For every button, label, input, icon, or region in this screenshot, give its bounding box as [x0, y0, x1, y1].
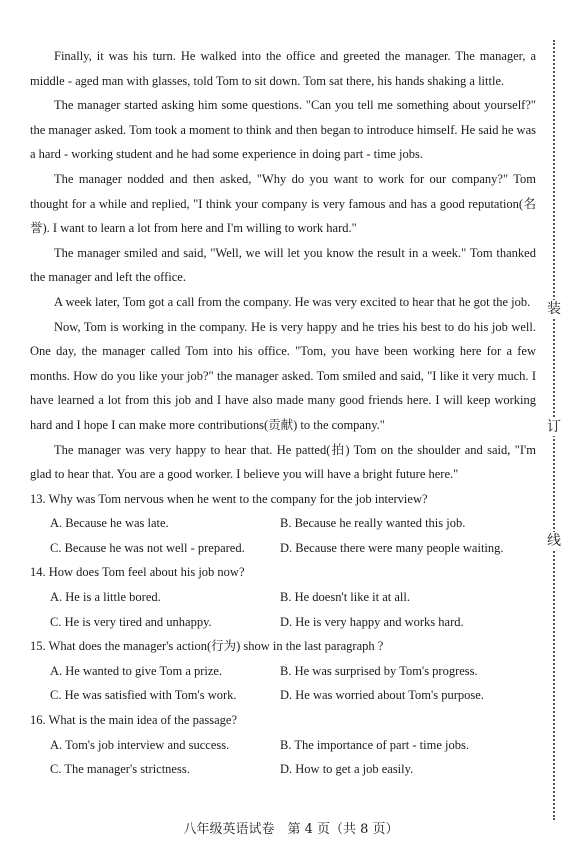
question-14: [30, 560, 536, 634]
option-d: D. Because there were many people waiting.: [280, 540, 504, 555]
question-16: [30, 708, 536, 782]
options-row: [30, 683, 536, 708]
question-stem: 13. Why was Tom nervous when he went to the company for the job interview?: [30, 491, 428, 506]
passage-paragraph-4: The manager smiled and said, "Well, we will let you know the result in a week." Tom thanked the manager and left the office.: [30, 245, 536, 285]
passage-paragraph-5: A week later, Tom got a call from the company. He was very excited to hear that he got the job.: [54, 294, 531, 309]
binding-mark-zhuang: 装: [547, 301, 561, 317]
question-stem: 14. How does Tom feel about his job now?: [30, 565, 245, 580]
passage-paragraph-1: Finally, it was his turn. He walked into the office and greeted the manager. The manager, a middle - aged man with glasses, told Tom to sit down. Tom sat there, his hands shaking a little.: [30, 49, 536, 88]
option-c: C. The manager's strictness.: [50, 762, 190, 777]
option-a: A. Because he was late.: [50, 516, 169, 531]
binding-mark-xian: 线: [547, 533, 561, 549]
option-d: D. He is very happy and works hard.: [280, 614, 464, 629]
options-row: [30, 536, 536, 561]
question-13: [30, 487, 536, 561]
options-row: [30, 585, 536, 610]
passage-paragraph-3: The manager nodded and then asked, "Why do you want to work for our company?" Tom thought for a while and replied, "I think your company is very famous and has a good reputation(名誉). I want to learn a lot from here and I'm willing to work hard.": [30, 171, 536, 236]
option-c: C. He was satisfied with Tom's work.: [50, 688, 237, 703]
passage-paragraph-6: Now, Tom is working in the company. He is very happy and he tries his best to do his job well. One day, the manager called Tom into his office. "Tom, you have been working here for a few months. How do you like your job?" the manager asked. Tom smiled and said, "I like it very much. I have learned a lot from this job and I have also made many good friends here. I will keep working hard and I hope I can make more contributions(贡献) to the company.": [30, 319, 536, 432]
option-b: B. He doesn't like it at all.: [280, 590, 411, 605]
passage-paragraph-2: The manager started asking him some questions. "Can you tell me something about yourself?" the manager asked. Tom took a moment to think and then began to introduce himself. He said he was a hard - working student and he had some experience in doing part - time jobs.: [30, 98, 536, 162]
option-d: D. He was worried about Tom's purpose.: [280, 688, 484, 703]
question-stem: 16. What is the main idea of the passage?: [30, 713, 237, 728]
option-d: D. How to get a job easily.: [280, 762, 414, 777]
option-b: B. The importance of part - time jobs.: [280, 737, 469, 752]
option-a: A. He wanted to give Tom a prize.: [50, 663, 223, 678]
options-row: [30, 659, 536, 684]
option-c: C. Because he was not well - prepared.: [50, 540, 245, 555]
reading-section: [30, 44, 536, 782]
options-row: [30, 733, 536, 758]
binding-mark-ding: 订: [547, 419, 561, 435]
option-a: A. He is a little bored.: [50, 590, 161, 605]
options-row: [30, 610, 536, 635]
passage-paragraph-7: The manager was very happy to hear that. He patted(拍) Tom on the shoulder and said, "I'm glad to hear that. You are a good worker. I believe you will have a bright future here.": [30, 442, 536, 482]
option-a: A. Tom's job interview and success.: [50, 737, 230, 752]
page-footer: 八年级英语试卷 第 4 页（共 8 页）: [183, 822, 399, 837]
options-row: [30, 757, 536, 782]
question-stem: 15. What does the manager's action(行为) show in the last paragraph ?: [30, 639, 384, 654]
option-c: C. He is very tired and unhappy.: [50, 614, 212, 629]
options-row: [30, 511, 536, 536]
question-15: [30, 634, 536, 708]
option-b: B. He was surprised by Tom's progress.: [280, 663, 478, 678]
option-b: B. Because he really wanted this job.: [280, 516, 466, 531]
